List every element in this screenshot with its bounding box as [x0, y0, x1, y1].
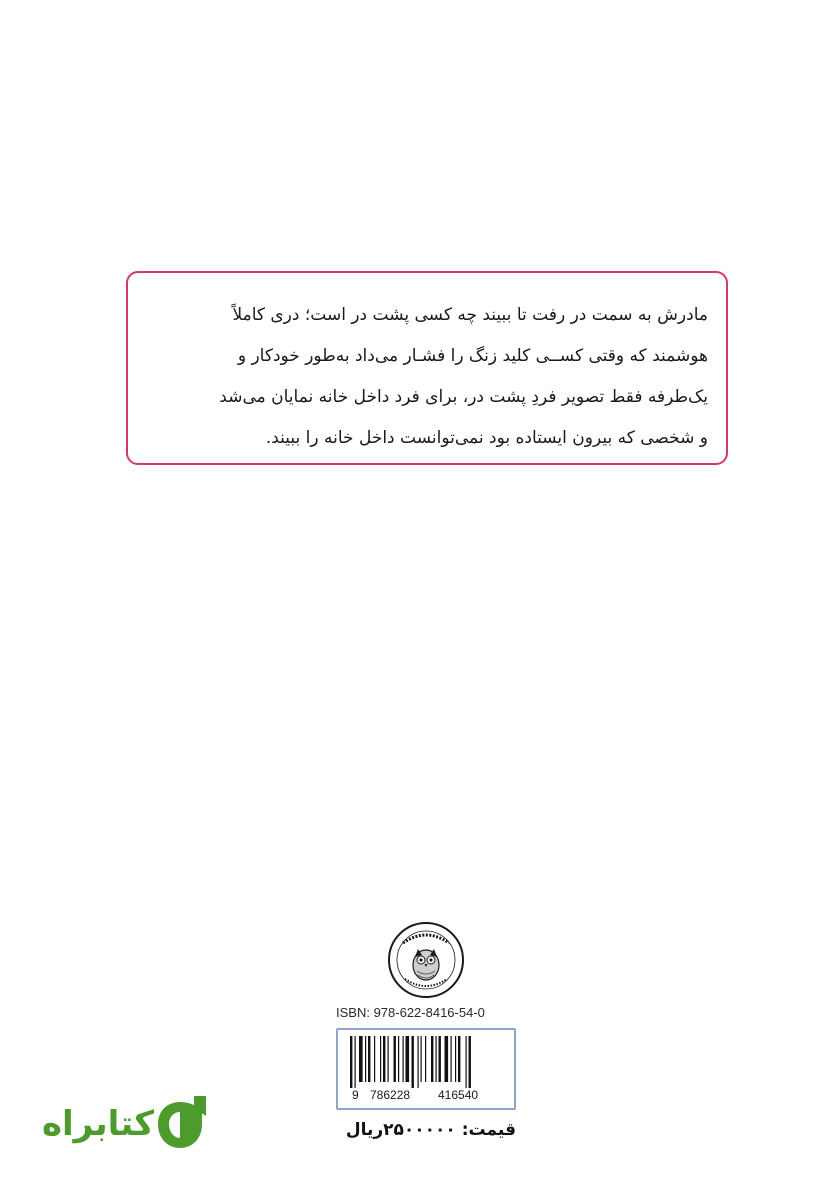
barcode-digit-first: 9 — [352, 1088, 359, 1102]
barcode-group-right: 416540 — [438, 1088, 479, 1102]
store-name: کتابراه — [41, 1104, 154, 1144]
barcode-bars — [346, 1036, 510, 1088]
blurb-line-2: هوشمند که وقتی کســی کلید زنگ را فشـار می‌داد به‌طور خودکار و — [237, 346, 708, 366]
isbn-label: ISBN: 978-622-8416-54-0 — [336, 1005, 485, 1020]
blurb-line-1: مادرش به سمت در رفت تا ببیند چه کسی پشت در است؛ دری کاملاً — [232, 305, 708, 325]
barcode — [336, 1028, 516, 1110]
barcode-group-left: 786228 — [370, 1088, 411, 1102]
blurb-box — [126, 271, 728, 465]
owl-publisher-seal-icon — [387, 921, 465, 999]
price-label: قیمت: ۲۵۰۰۰۰۰ریال — [345, 1120, 516, 1140]
ketabrah-logo-icon — [150, 1094, 210, 1156]
blurb-line-3: یک‌طرفه فقط تصویر فردِ پشت در، برای فرد داخل خانه نمایان می‌شد — [219, 387, 708, 407]
blurb-line-4: و شخصی که بیرون ایستاده بود نمی‌توانست داخل خانه را ببیند. — [265, 428, 708, 448]
